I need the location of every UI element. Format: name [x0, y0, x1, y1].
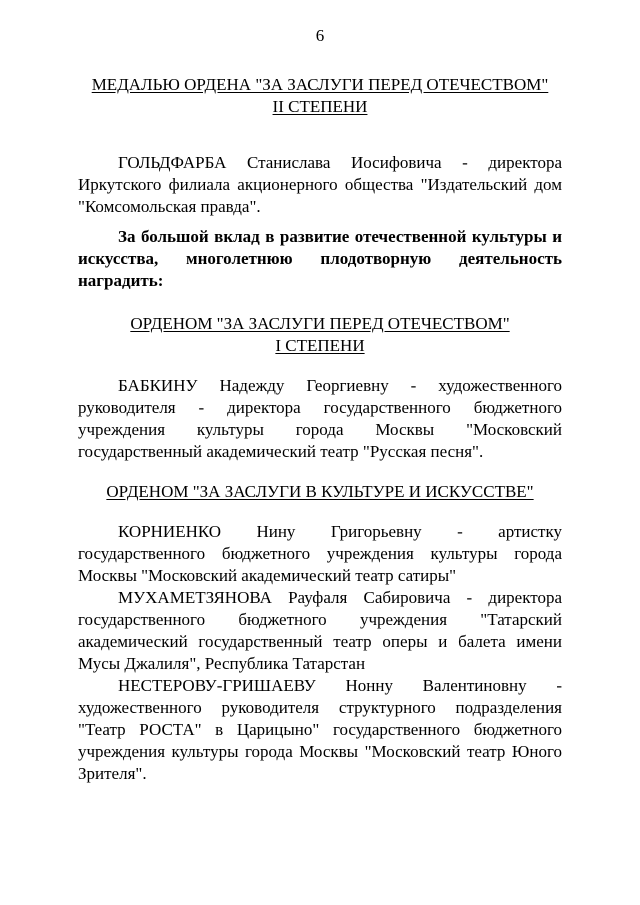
- award-entry: ГОЛЬДФАРБА Станислава Иосифовича - директора Иркутского филиала акционерного общества "Издательский дом "Комсомольская правда".: [78, 153, 562, 216]
- page-number: 6: [315, 26, 325, 45]
- section-heading-line: ОРДЕНОМ "ЗА ЗАСЛУГИ В КУЛЬТУРЕ И ИСКУССТВЕ": [106, 482, 534, 501]
- award-entry: МУХАМЕТЗЯНОВА Рауфаля Сабировича - директора государственного бюджетного учреждения "Татарский академический государственный театр оперы и балета имени Мусы Джалиля", Республика Татарстан: [78, 588, 562, 673]
- award-entry: НЕСТЕРОВУ-ГРИШАЕВУ Нонну Валентиновну - художественного руководителя структурного подразделения "Театр РОСТА" в Царицыно" государственного бюджетного учреждения культуры города Москвы "Московский театр Юного Зрителя".: [78, 676, 562, 783]
- section-heading-line: МЕДАЛЬЮ ОРДЕНА "ЗА ЗАСЛУГИ ПЕРЕД ОТЕЧЕСТВОМ": [91, 75, 549, 94]
- section-heading-order-culture: [78, 481, 562, 503]
- section-heading-medal: [78, 74, 562, 118]
- decree-text: За большой вклад в развитие отечественной культуры и искусства, многолетнюю плодотворную деятельность наградить:: [78, 227, 562, 290]
- award-entry: КОРНИЕНКО Нину Григорьевну - артистку государственного бюджетного учреждения культуры города Москвы "Московский академический театр сатиры": [78, 522, 562, 585]
- award-entry: БАБКИНУ Надежду Георгиевну - художественного руководителя - директора государственного бюджетного учреждения культуры города Москвы "Московский государственный академический театр "Русская песня".: [78, 376, 562, 461]
- section-heading-line: ОРДЕНОМ "ЗА ЗАСЛУГИ ПЕРЕД ОТЕЧЕСТВОМ": [130, 314, 510, 333]
- section-heading-line: II СТЕПЕНИ: [272, 97, 368, 116]
- section-heading-order-merit: [78, 313, 562, 357]
- section-heading-line: I СТЕПЕНИ: [275, 336, 365, 355]
